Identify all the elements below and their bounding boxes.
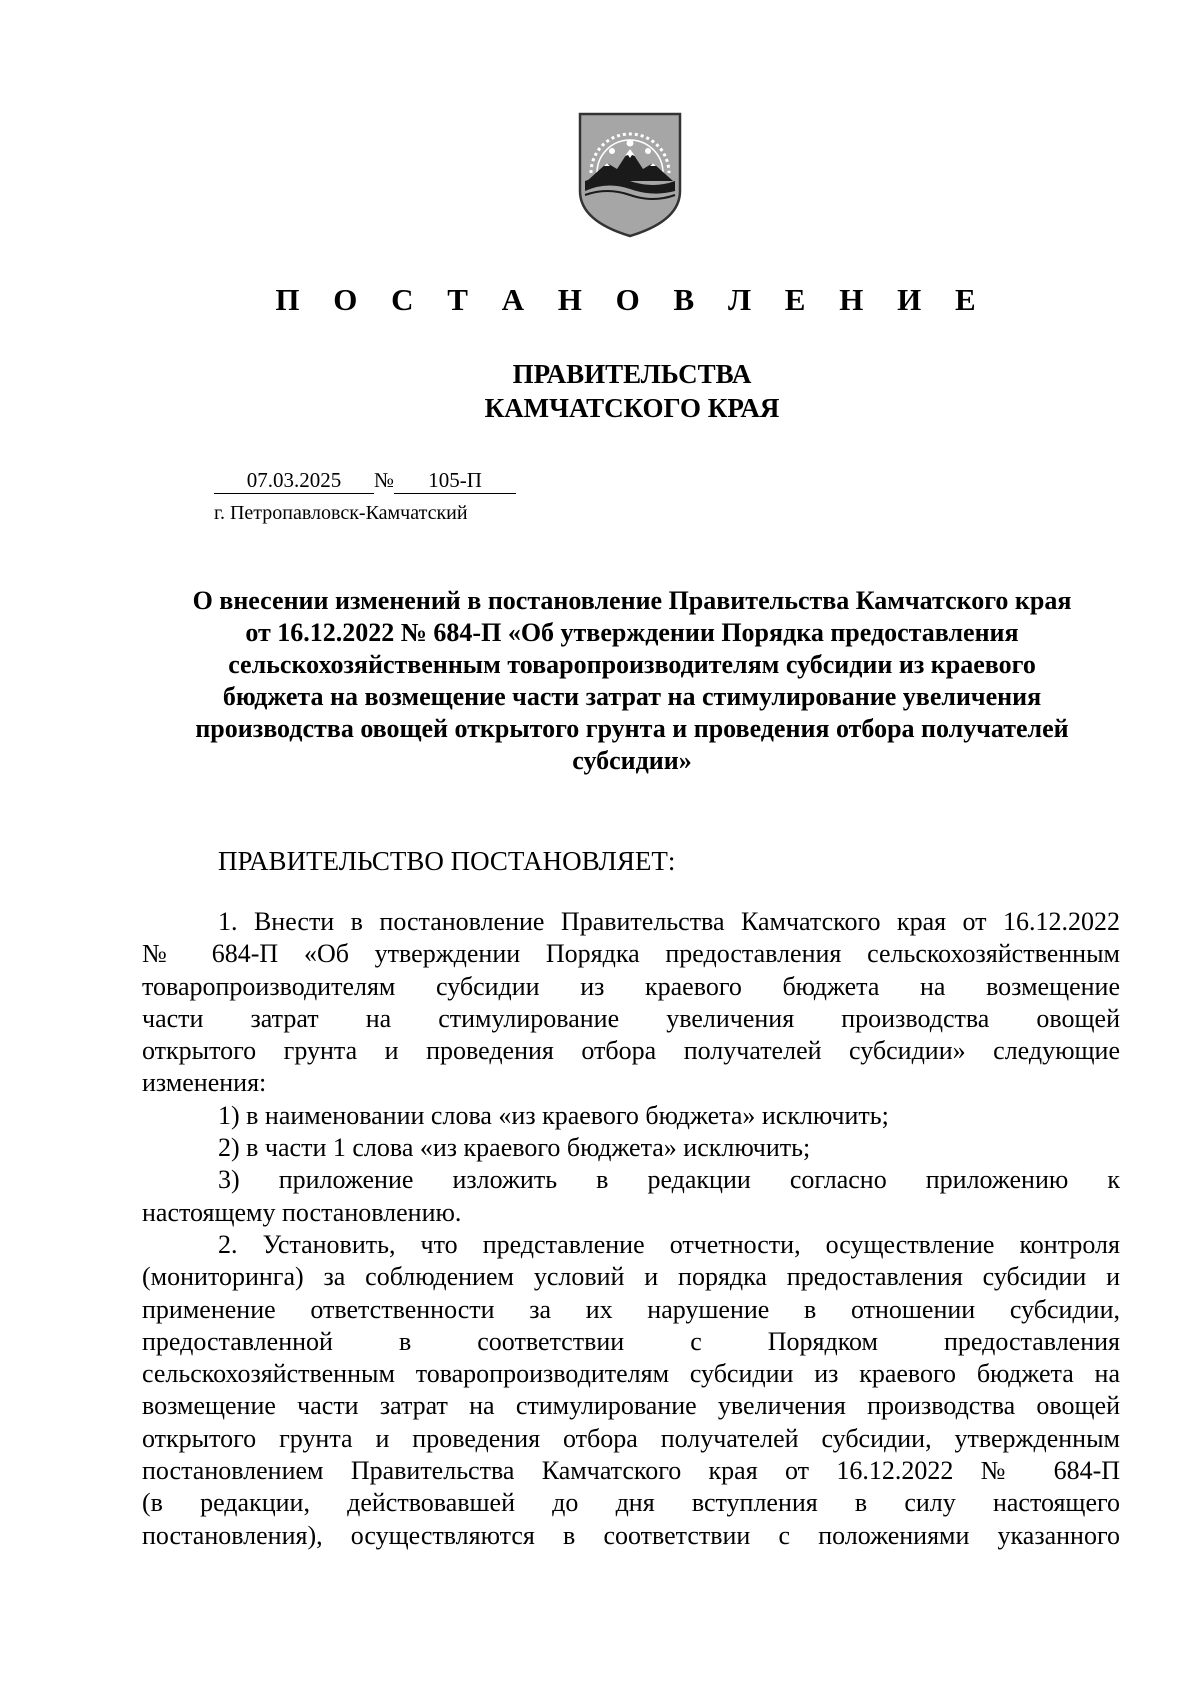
title-line: О внесении изменений в постановление Правительства Камчатского края (192, 586, 1072, 615)
coat-of-arms-emblem (577, 111, 683, 239)
document-date: 07.03.2025 (214, 467, 374, 494)
body-line: сельскохозяйственным товаропроизводителям субсидии из краевого бюджета на (142, 1359, 1120, 1389)
body-line: № 684-П «Об утверждении Порядка предоставления сельскохозяйственным (142, 939, 1120, 969)
body-line: возмещение части затрат на стимулирование увеличения производства овощей (142, 1391, 1120, 1421)
body-line: применение ответственности за их нарушение в отношении субсидии, (142, 1294, 1120, 1324)
body-line: изменения: (142, 1068, 267, 1098)
body-line: постановлением Правительства Камчатского края от 16.12.2022 № 684-П (142, 1456, 1120, 1486)
title-line: от 16.12.2022 № 684-П «Об утверждении Порядка предоставления (245, 618, 1019, 647)
document-number: 105-П (394, 467, 516, 494)
body-line: настоящему постановлению. (142, 1197, 462, 1227)
title-line: субсидии» (572, 746, 692, 775)
coat-of-arms-icon (577, 111, 683, 239)
body-line: (в редакции, действовавшей до дня вступления в силу настоящего (142, 1488, 1120, 1518)
issuer-line: КАМЧАТСКОГО КРАЯ (484, 393, 780, 423)
title-line: производства овощей открытого грунта и проведения отбора получателей (195, 714, 1069, 743)
body-line: постановления), осуществляются в соответствии с положениями указанного (142, 1520, 1120, 1550)
document-type: П О С Т А Н О В Л Е Н И Е (275, 282, 989, 317)
body-line: открытого грунта и проведения отбора получателей субсидии» следующие (142, 1036, 1120, 1066)
body-line: 3) приложение изложить в редакции согласно приложению к (218, 1165, 1120, 1195)
body-line: части затрат на стимулирование увеличения производства овощей (142, 1003, 1120, 1033)
body-line: 1) в наименовании слова «из краевого бюджета» исключить; (218, 1100, 889, 1130)
issuer-block (0, 357, 1200, 425)
body-line: 2. Установить, что представление отчетности, осуществление контроля (218, 1229, 1120, 1259)
body-line: (мониторинга) за соблюдением условий и порядка предоставления субсидии и (142, 1262, 1120, 1292)
body-line: 2) в части 1 слова «из краевого бюджета» исключить; (218, 1133, 811, 1163)
document-city: г. Петропавловск-Камчатский (214, 502, 468, 524)
title-line: сельскохозяйственным товаропроизводителям субсидии из краевого (228, 650, 1036, 679)
date-number-line (214, 467, 516, 494)
document-title (140, 585, 1124, 777)
body-line: открытого грунта и проведения отбора получателей субсидии, утвержденным (142, 1423, 1120, 1453)
body-line: предоставленной в соответствии с Порядком предоставления (142, 1326, 1120, 1356)
body-text (142, 906, 1120, 1552)
body-line: товаропроизводителям субсидии из краевого бюджета на возмещение (142, 971, 1120, 1001)
title-line: бюджета на возмещение части затрат на стимулирование увеличения (222, 682, 1042, 711)
body-line: 1. Внести в постановление Правительства Камчатского края от 16.12.2022 (218, 907, 1120, 936)
preamble: ПРАВИТЕЛЬСТВО ПОСТАНОВЛЯЕТ: (218, 846, 676, 876)
issuer-line: ПРАВИТЕЛЬСТВА (512, 359, 752, 389)
number-sign: № (374, 468, 395, 492)
